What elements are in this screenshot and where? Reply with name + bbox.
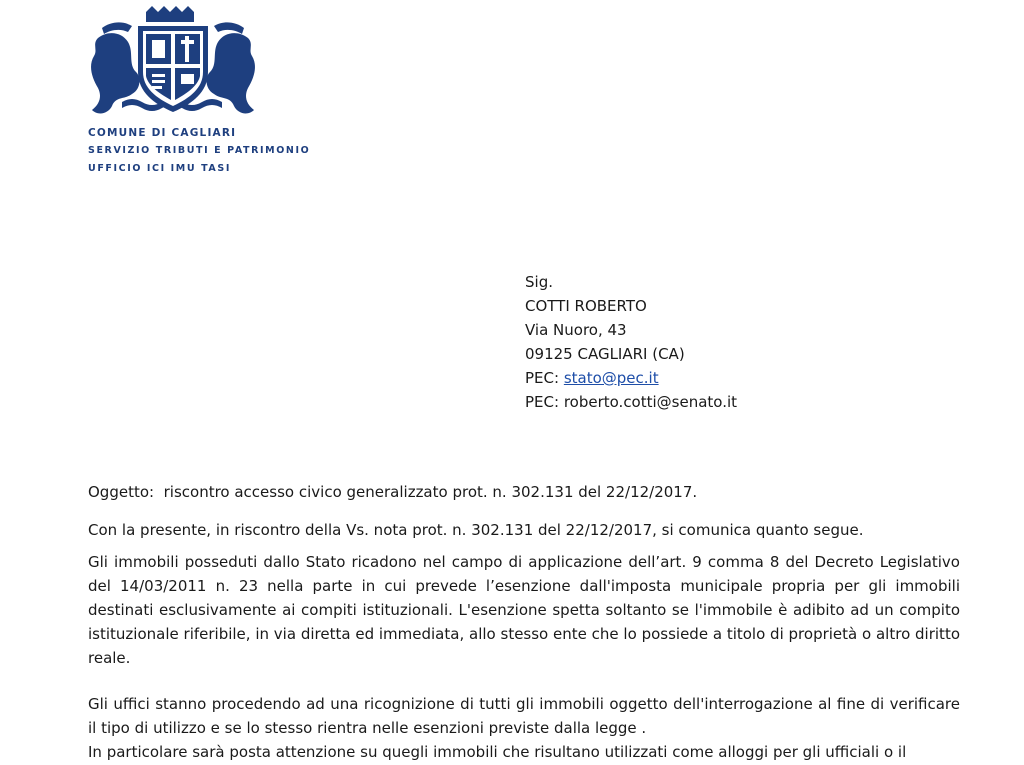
body-paragraph-3: In particolare sarà posta attenzione su quegli immobili che risultano utilizzati come alloggi per gli ufficiali o il	[88, 743, 907, 761]
subject-text: riscontro accesso civico generalizzato prot. n. 302.131 del 22/12/2017.	[163, 483, 698, 501]
recipient-street: Via Nuoro, 43	[525, 321, 627, 339]
pec-email-link[interactable]: stato@pec.it	[563, 369, 659, 387]
recipient-salutation: Sig.	[525, 273, 553, 291]
recipient-pec-1	[525, 366, 885, 390]
letter-body	[88, 480, 960, 764]
recipient-name: COTTI ROBERTO	[525, 297, 647, 315]
coat-of-arms-icon	[88, 6, 258, 118]
recipient-pec-2: PEC: roberto.cotti@senato.it	[525, 393, 738, 411]
recipient-city: 09125 CAGLIARI (CA)	[525, 345, 685, 363]
body-paragraph-2: Gli uffici stanno procedendo ad una ricognizione di tutti gli immobili oggetto dell'interrogazione al fine di verificare il tipo di utilizzo e se lo stesso rientra nelle esenzioni previste dalla legge .	[88, 695, 960, 737]
pec-label: PEC:	[525, 369, 560, 387]
office-name: UFFICIO ICI IMU TASI	[88, 163, 231, 174]
subject-label: Oggetto:	[88, 483, 155, 501]
department-name: SERVIZIO TRIBUTI E PATRIMONIO	[88, 145, 311, 156]
org-name: COMUNE DI CAGLIARI	[88, 127, 237, 139]
letterhead-text	[88, 124, 368, 178]
body-paragraph-1: Gli immobili posseduti dallo Stato ricadono nel campo di applicazione dell’art. 9 comma 8 del Decreto Legislativo del 14/03/2011 n. 23 nella parte in cui prevede l’esenzione dall'imposta municipale propria per gli immobili destinati esclusivamente ai compiti istituzionali. L'esenzione spetta soltanto se l'immobile è adibito ad un compito istituzionale riferibile, in via diretta ed immediata, allo stesso ente che lo possiede a titolo di proprietà o altro diritto reale.	[88, 553, 960, 667]
intro-paragraph: Con la presente, in riscontro della Vs. nota prot. n. 302.131 del 22/12/2017, si comunica quanto segue.	[88, 521, 864, 539]
subject-line	[88, 480, 960, 504]
recipient-address-block	[525, 270, 885, 414]
